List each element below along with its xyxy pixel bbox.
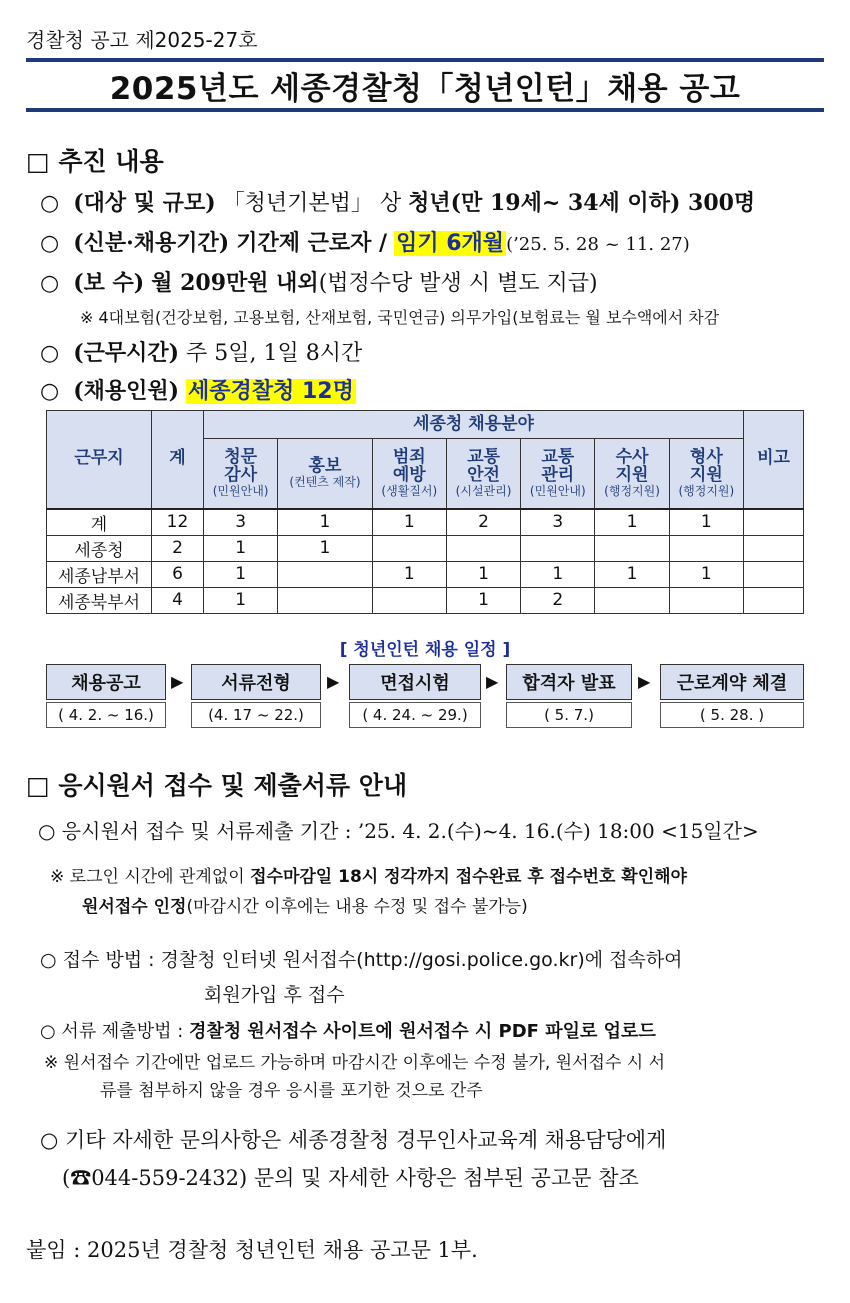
document-submission: ○ 서류 제출방법 : 경찰청 원서접수 사이트에 원서접수 시 PDF 파일로 업로드 [40, 1021, 656, 1042]
header-total: 계 [152, 411, 204, 509]
bullet-hours: ○ (근무시간) 주 5일, 1일 8시간 [40, 340, 363, 366]
upload-note: ※ 원서접수 기간에만 업로드 가능하며 마감시간 이후에는 수정 불가, 원서접수 시 서 [44, 1053, 666, 1073]
application-method-cont: 회원가입 후 접수 [204, 984, 345, 1006]
header-note: 비고 [744, 411, 804, 509]
schedule-step-interview: 면접시험 [349, 664, 481, 700]
schedule-date: ( 4. 24. ~ 29.) [349, 702, 481, 728]
schedule-date: (4. 17 ~ 22.) [191, 702, 321, 728]
field-header: 청문 감사 (민원안내) [204, 439, 278, 509]
schedule-step-result: 합격자 발표 [506, 664, 632, 700]
hires-highlight: 세종경찰청 12명 [188, 379, 354, 404]
bullet-hires: ○ (채용인원) 세종경찰청 12명 [40, 378, 354, 404]
schedule-title: [ 청년인턴 채용 일정 ] [339, 640, 511, 660]
application-method: ○ 접수 방법 : 경찰청 인터넷 원서접수(http://gosi.police.go.kr)에 접속하여 [40, 949, 683, 971]
term-highlight: 임기 6개월 [396, 231, 505, 256]
table-row: 세종남부서 6 1 1 1 1 1 1 [47, 561, 804, 587]
arrow-icon: ▶ [486, 672, 499, 691]
schedule-step-announcement: 채용공고 [46, 664, 166, 700]
arrow-icon: ▶ [171, 672, 184, 691]
header-field-group: 세종청 채용분야 [204, 411, 744, 439]
field-header: 수사 지원 (행정지원) [595, 439, 669, 509]
contact-info: ○ 기타 자세한 문의사항은 세종경찰청 경무인사교육계 채용담당에게 [40, 1128, 667, 1152]
application-period: ○ 응시원서 접수 및 서류제출 기간 : ’25. 4. 2.(수)~4. 16.(수) 18:00 <15일간> [38, 819, 759, 843]
field-header: 범죄 예방 (생활질서) [372, 439, 446, 509]
notice-number: 경찰청 공고 제2025-27호 [26, 28, 258, 52]
table-row: 세종청 2 1 1 [47, 535, 804, 561]
upload-note-cont: 류를 첨부하지 않을 경우 응시를 포기한 것으로 간주 [100, 1081, 483, 1101]
deadline-note-cont: 원서접수 인정(마감시간 이후에는 내용 수정 및 접수 불가능) [82, 897, 528, 917]
attachment-line: 붙임 : 2025년 경찰청 청년인턴 채용 공고문 1부. [26, 1238, 478, 1262]
field-header: 형사 지원 (행정지원) [669, 439, 743, 509]
bullet-target: ○ (대상 및 규모) 「청년기본법」 상 청년(만 19세~ 34세 이하) 300명 [40, 190, 756, 216]
schedule-date: ( 4. 2. ~ 16.) [46, 702, 166, 728]
schedule-step-contract: 근로계약 체결 [660, 664, 804, 700]
title-bar [26, 58, 824, 112]
bullet-status: ○ (신분·채용기간) 기간제 근로자 / 임기 6개월 (’25. 5. 28 ~ 11. 27) [40, 230, 690, 256]
insurance-note: ※ 4대보험(건강보험, 고용보험, 산재보험, 국민연금) 의무가입(보험료는 월 보수액에서 차감 [80, 308, 720, 327]
arrow-icon: ▶ [638, 672, 651, 691]
field-header: 홍보 (컨텐츠 제작) [278, 439, 372, 509]
section-heading-plan: □ 추진 내용 [26, 147, 164, 176]
deadline-note: ※ 로그인 시간에 관계없이 접수마감일 18시 정각까지 접수완료 후 접수번호 확인해야 [50, 867, 687, 887]
arrow-icon: ▶ [327, 672, 340, 691]
table-row: 세종북부서 4 1 1 2 [47, 587, 804, 613]
bullet-pay: ○ (보 수) 월 209만원 내외(법정수당 발생 시 별도 지급) [40, 270, 598, 296]
schedule-date: ( 5. 28. ) [660, 702, 804, 728]
staffing-table [46, 410, 804, 614]
field-header: 교통 안전 (시설관리) [446, 439, 520, 509]
contact-info-cont: (☎044-559-2432) 문의 및 자세한 사항은 첨부된 공고문 참조 [62, 1166, 639, 1190]
table-row: 계 12 3 1 1 2 3 1 1 [47, 509, 804, 536]
field-header: 교통 관리 (민원안내) [521, 439, 595, 509]
section-heading-application: □ 응시원서 접수 및 제출서류 안내 [26, 771, 408, 800]
schedule-date: ( 5. 7.) [506, 702, 632, 728]
schedule-step-document: 서류전형 [191, 664, 321, 700]
page-title: 2025년도 세종경찰청「청년인턴」채용 공고 [109, 70, 741, 107]
header-place: 근무지 [47, 411, 152, 509]
